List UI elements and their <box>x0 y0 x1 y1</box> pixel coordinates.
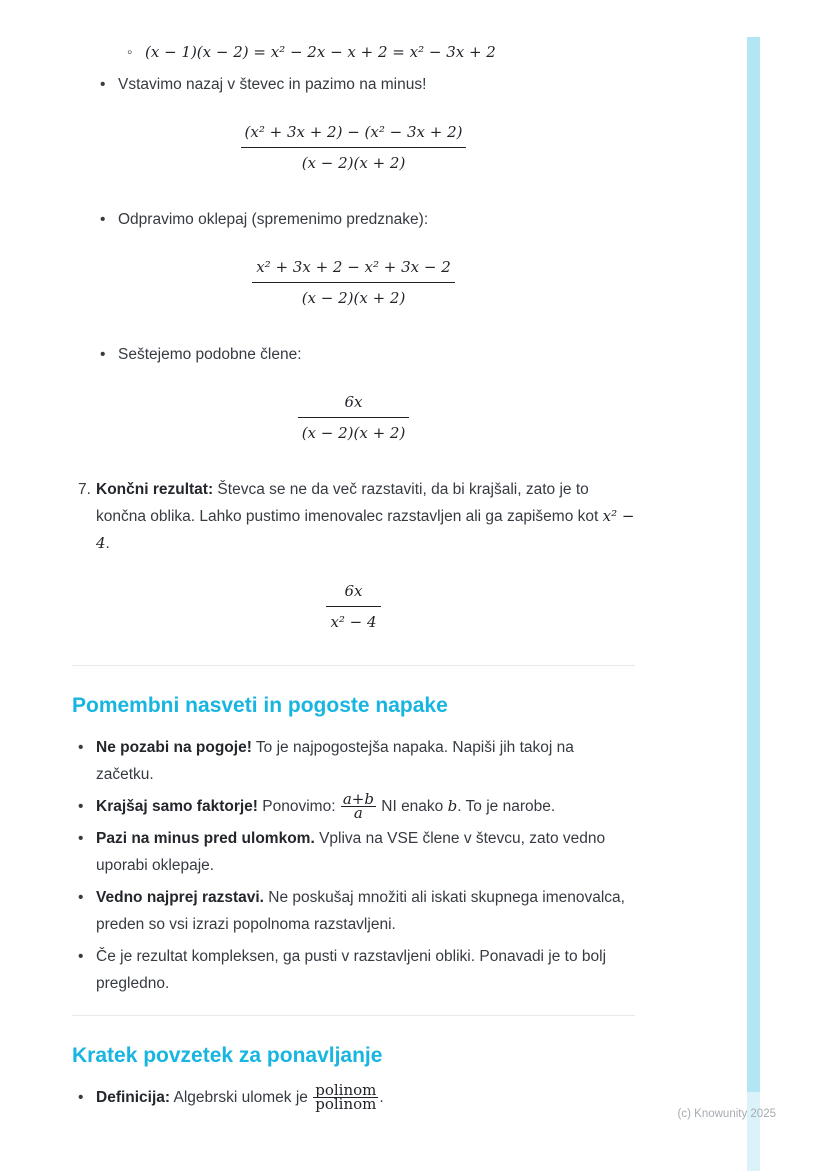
copyright-footer: (c) Knowunity 2025 <box>677 1108 776 1120</box>
tip-body: Ne poskušaj množiti ali iskati skupnega imenovalca, preden so vsi izrazi popolnoma razstavljeni. <box>96 889 625 933</box>
fraction-numerator: polinom <box>315 1081 377 1099</box>
tip-lead-bold: Pazi na minus pred ulomkom. <box>96 830 315 847</box>
math-fraction-block <box>72 120 635 176</box>
list-item <box>72 734 635 788</box>
fraction-numerator: x² + 3x + 2 − x² + 3x − 2 <box>252 255 455 283</box>
inline-fraction <box>313 1081 378 1113</box>
fraction <box>298 390 410 445</box>
fraction-numerator: 6x <box>326 579 380 607</box>
fraction <box>326 579 380 634</box>
tip-body: To je najpogostejša napaka. Napiši jih takoj na začetku. <box>96 739 574 783</box>
math-fraction-block <box>72 390 635 446</box>
tip-body: Vpliva na VSE člene v števcu, zato vedno uporabi oklepaje. <box>96 830 606 874</box>
scrollbar-thumb[interactable] <box>747 37 760 1092</box>
bullet-marker: • <box>100 211 106 228</box>
inline-fraction <box>341 790 376 822</box>
tip-text <box>96 825 635 879</box>
document-content <box>72 0 635 1116</box>
list-item <box>72 943 635 997</box>
sub-list-item <box>72 39 635 66</box>
fraction-denominator: a <box>353 804 363 822</box>
list-item <box>72 71 635 98</box>
definition-lead-bold: Definicija: <box>96 1089 171 1106</box>
fraction-denominator: polinom <box>315 1095 377 1113</box>
tips-list <box>72 734 635 997</box>
tip-body: NI enako <box>376 798 448 815</box>
item-number: 7. <box>78 481 91 498</box>
bullet-marker: • <box>100 346 106 363</box>
scrollbar-track[interactable] <box>747 37 760 1171</box>
fraction-denominator: x² − 4 <box>330 613 377 631</box>
tip-lead-bold: Ne pozabi na pogoje! <box>96 739 252 756</box>
tip-text <box>96 884 635 938</box>
math-fraction-block <box>72 255 635 311</box>
bullet-marker: • <box>78 948 84 965</box>
fraction <box>241 120 467 175</box>
bullet-marker: • <box>78 798 84 815</box>
fraction-denominator: (x − 2)(x + 2) <box>301 424 406 442</box>
list-item <box>72 825 635 879</box>
bullet-marker: • <box>78 830 84 847</box>
math-fraction-block <box>72 579 635 635</box>
tip-text <box>96 943 635 997</box>
list-item <box>72 790 635 822</box>
list-item-text: Vstavimo nazaj v števec in pazimo na minus! <box>118 76 427 93</box>
definition-text <box>96 1081 635 1113</box>
numbered-list-item <box>72 476 635 557</box>
bullet-marker: • <box>78 739 84 756</box>
section-heading-tips: Pomembni nasveti in pogoste napake <box>72 694 448 717</box>
tip-text <box>96 734 635 788</box>
list-item <box>72 341 635 368</box>
tip-body: . To je narobe. <box>457 798 556 815</box>
item-lead-bold: Končni rezultat: <box>96 481 214 498</box>
list-item <box>72 206 635 233</box>
section-divider <box>72 1015 635 1016</box>
tip-body: Ponovimo: <box>257 798 340 815</box>
tip-text <box>96 790 635 822</box>
inline-math: x² − 4 <box>96 507 635 552</box>
fraction-numerator: a+b <box>342 790 374 808</box>
sub-bullet-marker: ◦ <box>127 44 133 61</box>
math-expression: (x − 1)(x − 2) = x² − 2x − x + 2 = x² − 3x + 2 <box>145 43 496 61</box>
tip-lead-bold: Vedno najprej razstavi. <box>96 889 264 906</box>
fraction <box>252 255 455 310</box>
fraction-numerator: (x² + 3x + 2) − (x² − 3x + 2) <box>241 120 467 148</box>
bullet-marker: • <box>78 889 84 906</box>
item-text: Števca se ne da več razstaviti, da bi krajšali, zato je to končna oblika. Lahko pustimo imenovalec razstavljen ali ga zapišemo kot <box>96 481 603 525</box>
bullet-marker: • <box>78 1089 84 1106</box>
fraction-denominator: (x − 2)(x + 2) <box>301 154 406 172</box>
list-item-text: Seštejemo podobne člene: <box>118 346 302 363</box>
numbered-item-text <box>96 476 635 557</box>
definition-body: Algebrski ulomek je <box>170 1089 313 1106</box>
section-heading-summary: Kratek povzetek za ponavljanje <box>72 1044 383 1067</box>
list-item <box>72 884 635 938</box>
bullet-marker: • <box>100 76 106 93</box>
item-text-end: . <box>105 535 110 552</box>
fraction-numerator: 6x <box>298 390 410 418</box>
tip-body: Če je rezultat kompleksen, ga pusti v razstavljeni obliki. Ponavadi je to bolj pregledno. <box>96 948 607 992</box>
list-item <box>72 1081 635 1113</box>
section-divider <box>72 665 635 666</box>
fraction-denominator: (x − 2)(x + 2) <box>301 289 406 307</box>
list-item-text: Odpravimo oklepaj (spremenimo predznake): <box>118 211 429 228</box>
definition-body: . <box>379 1089 384 1106</box>
inline-math: b <box>447 797 458 815</box>
tip-lead-bold: Krajšaj samo faktorje! <box>96 798 258 815</box>
